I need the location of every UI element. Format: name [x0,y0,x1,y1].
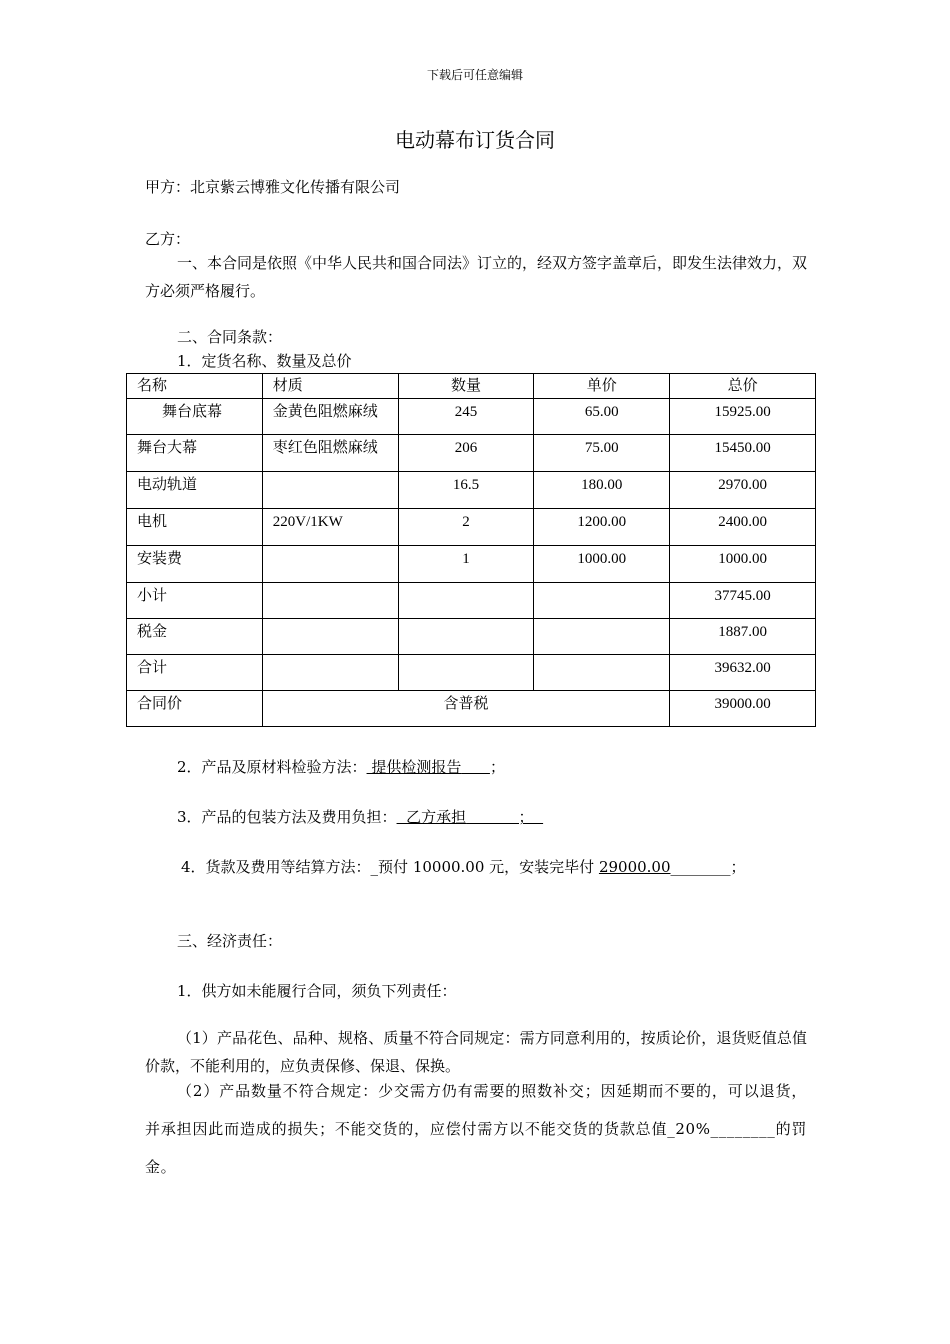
table-row [127,399,816,435]
total-row [127,655,816,691]
cell-unit-price: 1000.00 [534,546,670,583]
cell-quantity: 2 [398,509,534,546]
cell-total-price: 1000.00 [670,546,816,583]
subtotal-value: 37745.00 [670,583,816,619]
item-2-blank [461,758,490,776]
header-unit-price: 单价 [534,374,670,399]
cell-unit-price: 180.00 [534,472,670,509]
contract-price-row [127,691,816,727]
header-name: 名称 [127,374,263,399]
item-3 [177,806,543,827]
cell-name: 舞台底幕 [127,399,263,435]
item-4 [181,856,746,877]
subtotal-row [127,583,816,619]
cell-quantity: 1 [398,546,534,583]
clause-1: 一、本合同是依照《中华人民共和国合同法》订立的，经双方签字盖章后，即发生法律效力，双方必须严格履行。 [145,254,808,300]
subtotal-label: 小计 [127,583,263,619]
header-material: 材质 [262,374,398,399]
cell-name: 电机 [127,509,263,546]
cell-material [262,546,398,583]
tax-row [127,619,816,655]
table-row [127,472,816,509]
cell-unit-price: 75.00 [534,435,670,472]
item-2-value: 提供检测报告 [366,758,462,776]
tax-label: 税金 [127,619,263,655]
item-3-value: 乙方承担 [396,808,467,826]
table-row [127,509,816,546]
header-quantity: 数量 [398,374,534,399]
header-note: 下载后可任意编辑 [426,68,523,82]
cell-total-price: 15450.00 [670,435,816,472]
order-table [126,373,816,727]
cell-total-price: 2970.00 [670,472,816,509]
cell-unit-price: 65.00 [534,399,670,435]
table-row [127,546,816,583]
party-b: 乙方： [145,230,191,248]
cell-name: 舞台大幕 [127,435,263,472]
table-header-row [127,374,816,399]
document-title: 电动幕布订货合同 [395,128,555,152]
cell-total-price: 15925.00 [670,399,816,435]
item-3-blank: ； [466,808,544,826]
item-4-value: 29000.00 [598,858,671,876]
party-a: 甲方：北京紫云博雅文化传播有限公司 [145,178,401,196]
liability-1-1: （1）产品花色、品种、规格、质量不符合同规定：需方同意利用的，按质论价，退货贬值总值价款，不能利用的，应负责保修、保退、保换。 [145,1029,807,1075]
contract-price-value: 39000.00 [670,691,816,727]
tax-value: 1887.00 [670,619,816,655]
cell-material: 枣红色阻燃麻绒 [262,435,398,472]
item-2-prefix: 2．产品及原材料检验方法： [177,758,367,776]
cell-quantity: 245 [398,399,534,435]
cell-total-price: 2400.00 [670,509,816,546]
contract-price-note: 含普税 [262,691,669,727]
item-4-suffix: ； [730,858,746,876]
item-2-suffix: ； [489,758,505,776]
cell-material: 金黄色阻燃麻绒 [262,399,398,435]
section-2-heading: 二、合同条款： [177,328,283,346]
cell-material: 220V/1KW [262,509,398,546]
cell-name: 电动轨道 [127,472,263,509]
liability-1: 1．供方如未能履行合同，须负下列责任： [177,982,457,1000]
item-3-prefix: 3．产品的包装方法及费用负担： [177,808,397,826]
table-row [127,435,816,472]
cell-quantity: 206 [398,435,534,472]
header-total-price: 总价 [670,374,816,399]
section-3-heading: 三、经济责任： [177,932,283,950]
liability-1-2: （2）产品数量不符合规定：少交需方仍有需要的照数补交；因延期而不要的，可以退货，并承担因此而造成的损失；不能交货的，应偿付需方以不能交货的货款总值_20%________的罚金。 [145,1082,807,1176]
item-4-blank: ________ [670,858,731,876]
item-2 [177,756,505,777]
contract-price-label: 合同价 [127,691,263,727]
cell-unit-price: 1200.00 [534,509,670,546]
total-value: 39632.00 [670,655,816,691]
item-4-prefix: 4．货款及费用等结算方法：_预付 10000.00 元，安装完毕付 [181,858,599,876]
cell-name: 安装费 [127,546,263,583]
total-label: 合计 [127,655,263,691]
item-1-heading: 1．定货名称、数量及总价 [177,352,352,370]
cell-material [262,472,398,509]
cell-quantity: 16.5 [398,472,534,509]
